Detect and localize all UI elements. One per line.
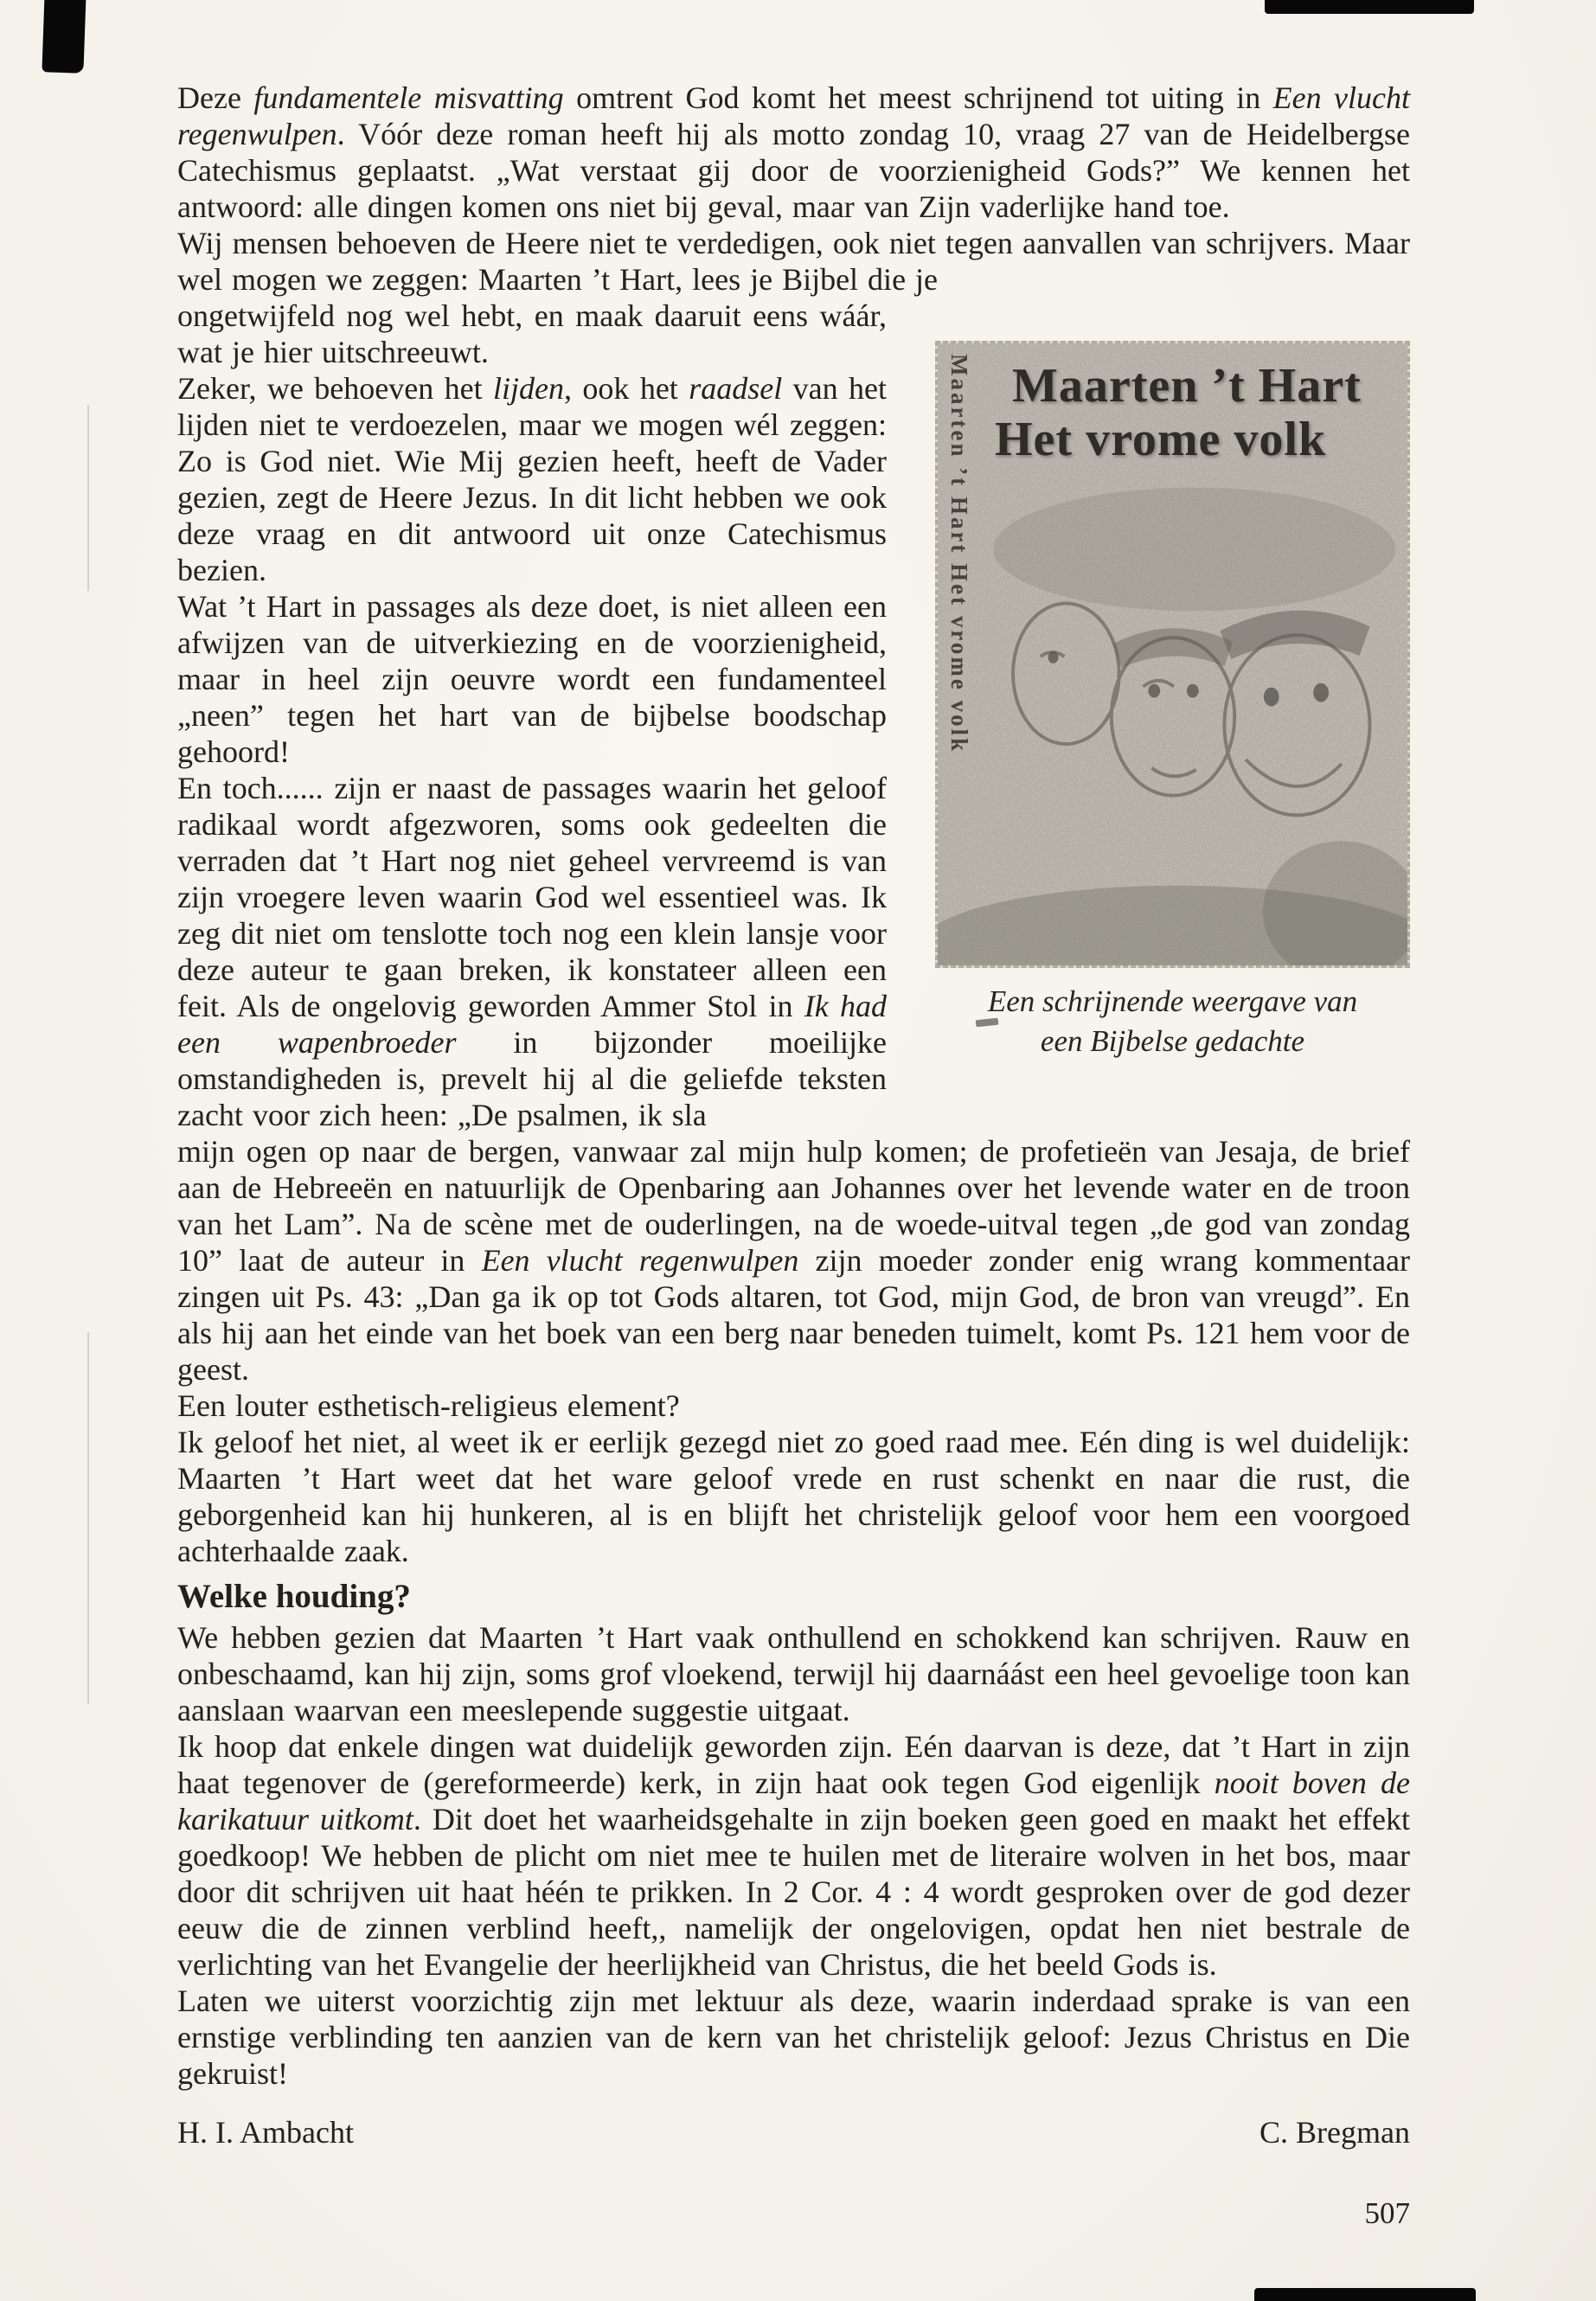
paragraph: En toch...... zijn er naast de passages waarin het geloof radikaal wordt afgezworen, soms ook gedeelten die verraden dat ’t Hart nog niet geheel vervreemd is van zijn vroegere leven waarin God wel essentieel was. Ik zeg dit niet om tenslotte toch nog een klein lansje voor deze auteur te gaan breken, ik konstateer alleen een feit. Als de ongelovig geworden Ammer Stol in Ik had een wapenbroeder in bijzonder moeilijke omstandigheden is, prevelt hij al die geliefde teksten zacht voor zich heen: „De psalmen, ik sla (177, 771, 887, 1132)
paragraph: Ik geloof het niet, al weet ik er eerlijk gezegd niet zo goed raad mee. Eén ding is wel duidelijk: Maarten ’t Hart weet dat het ware geloof vrede en rust schenkt en naar die rust, die geborgenheid kan hij hunkeren, al is en blijft het christelijk geloof voor hem een voorgoed achterhaalde zaak. (177, 1425, 1410, 1568)
scan-fold-line (87, 1332, 89, 1704)
article-body (177, 80, 1410, 2232)
figure-caption-line: een Bijbelse gedachte (1040, 1024, 1305, 1058)
book-spine-text: Maarten ’t Hart Het vrome volk (946, 354, 972, 754)
book-cover-figure (935, 341, 1410, 1133)
figure-caption (935, 982, 1410, 1061)
book-cover-image (935, 341, 1410, 968)
book-cover-titles (995, 359, 1399, 466)
figure-caption-line: Een schrijnende weergave van (987, 984, 1358, 1018)
paragraph: Deze fundamentele misvatting omtrent God komt het meest schrijnend tot uiting in Een vlucht regenwulpen. Vóór deze roman heeft hij als motto zondag 10, vraag 27 van de Heidelbergse Catechismus geplaatst. „Wat verstaat gij door de voorzienigheid Gods?” We kennen het antwoord: alle dingen komen ons niet bij geval, maar van Zijn vaderlijke hand toe. (177, 80, 1410, 224)
paragraph: ongetwijfeld nog wel hebt, en maak daaruit eens wáár, wat je hier uitschreeuwt. (177, 298, 887, 369)
paragraph: Zeker, we behoeven het lijden, ook het raadsel van het lijden niet te verdoezelen, maar we mogen wél zeggen: Zo is God niet. Wie Mij gezien heeft, heeft de Vader gezien, zegt de Heere Jezus. In dit licht hebben we ook deze vraag en dit antwoord uit onze Catechismus bezien. (177, 371, 888, 587)
text-wrap-region (177, 298, 1410, 1133)
paragraph: Wij mensen behoeven de Heere niet te verdedigen, ook niet tegen aanvallen van schrijvers. Maar wel mogen we zeggen: Maarten ’t Hart, lees je Bijbel die je (177, 226, 1410, 297)
paragraph: We hebben gezien dat Maarten ’t Hart vaak onthullend en schokkend kan schrijven. Rauw en onbeschaamd, kan hij zijn, soms grof vloekend, terwijl hij daarnáást een heel gevoelige toon kan aanslaan waarvan een meeslepende suggestie uitgaat. (177, 1620, 1410, 1727)
paragraph: Wat ’t Hart in passages als deze doet, is niet alleen een afwijzen van de uitverkiezing en de voorzienigheid, maar in heel zijn oeuvre wordt een fundamenteel „neen” tegen het hart van de bijbelse boodschap gehoord! (177, 589, 887, 769)
paragraph: Een louter esthetisch-religieus element? (177, 1388, 680, 1423)
author-signature-right: C. Bregman (1259, 2115, 1410, 2150)
book-cover-title: Maarten ’t Hart (1012, 359, 1362, 413)
book-cover-subtitle: Het vrome volk (995, 413, 1327, 466)
scan-artifact-bottom-right (1254, 2288, 1476, 2301)
section-heading: Welke houding? (177, 1578, 411, 1615)
author-signature-left: H. I. Ambacht (177, 2115, 354, 2150)
paragraph: mijn ogen op naar de bergen, vanwaar zal mijn hulp komen; de profetieën van Jesaja, de brief aan de Hebreeën en natuurlijk de Openbaring aan Johannes over het levende water en de troon van het Lam”. Na de scène met de ouderlingen, na de woede-uitval tegen „de god van zondag 10” laat de auteur in Een vlucht regenwulpen zijn moeder zonder enig wrang kommentaar zingen uit Ps. 43: „Dan ga ik op tot Gods altaren, tot God, mijn God, de bron van vreugd”. En als hij aan het einde van het boek van een berg naar beneden tuimelt, komt Ps. 121 hem voor de geest. (177, 1134, 1411, 1387)
narrow-text-column (177, 298, 887, 1133)
paragraph: Laten we uiterst voorzichtig zijn met lektuur als deze, waarin inderdaad sprake is van een ernstige verblinding ten aanzien van de kern van het christelijk geloof: Jezus Christus en Die gekruist! (177, 1984, 1410, 2091)
scan-fold-line (87, 405, 89, 591)
page-number: 507 (1364, 2196, 1410, 2230)
scan-artifact-top-right (1265, 0, 1474, 14)
scan-artifact-top-left (42, 0, 86, 74)
signature-row (177, 2114, 1410, 2150)
paragraph: Ik hoop dat enkele dingen wat duidelijk geworden zijn. Eén daarvan is deze, dat ’t Hart in zijn haat tegenover de (gereformeerde) kerk, in zijn haat ook tegen God eigenlijk nooit boven de karikatuur uitkomt. Dit doet het waarheidsgehalte in zijn boeken geen goed en maakt het effekt goedkoop! We hebben de plicht om niet mee te huilen met de literaire wolven in het bos, maar door dit schrijven uit haat héén te prikken. In 2 Cor. 4 : 4 wordt gesproken over de god dezer eeuw die de zinnen verblind heeft,, namelijk der ongelovigen, opdat hen niet bestrale de verlichting van het Evangelie der heerlijkheid van Christus, die het beeld Gods is. (177, 1729, 1410, 1982)
